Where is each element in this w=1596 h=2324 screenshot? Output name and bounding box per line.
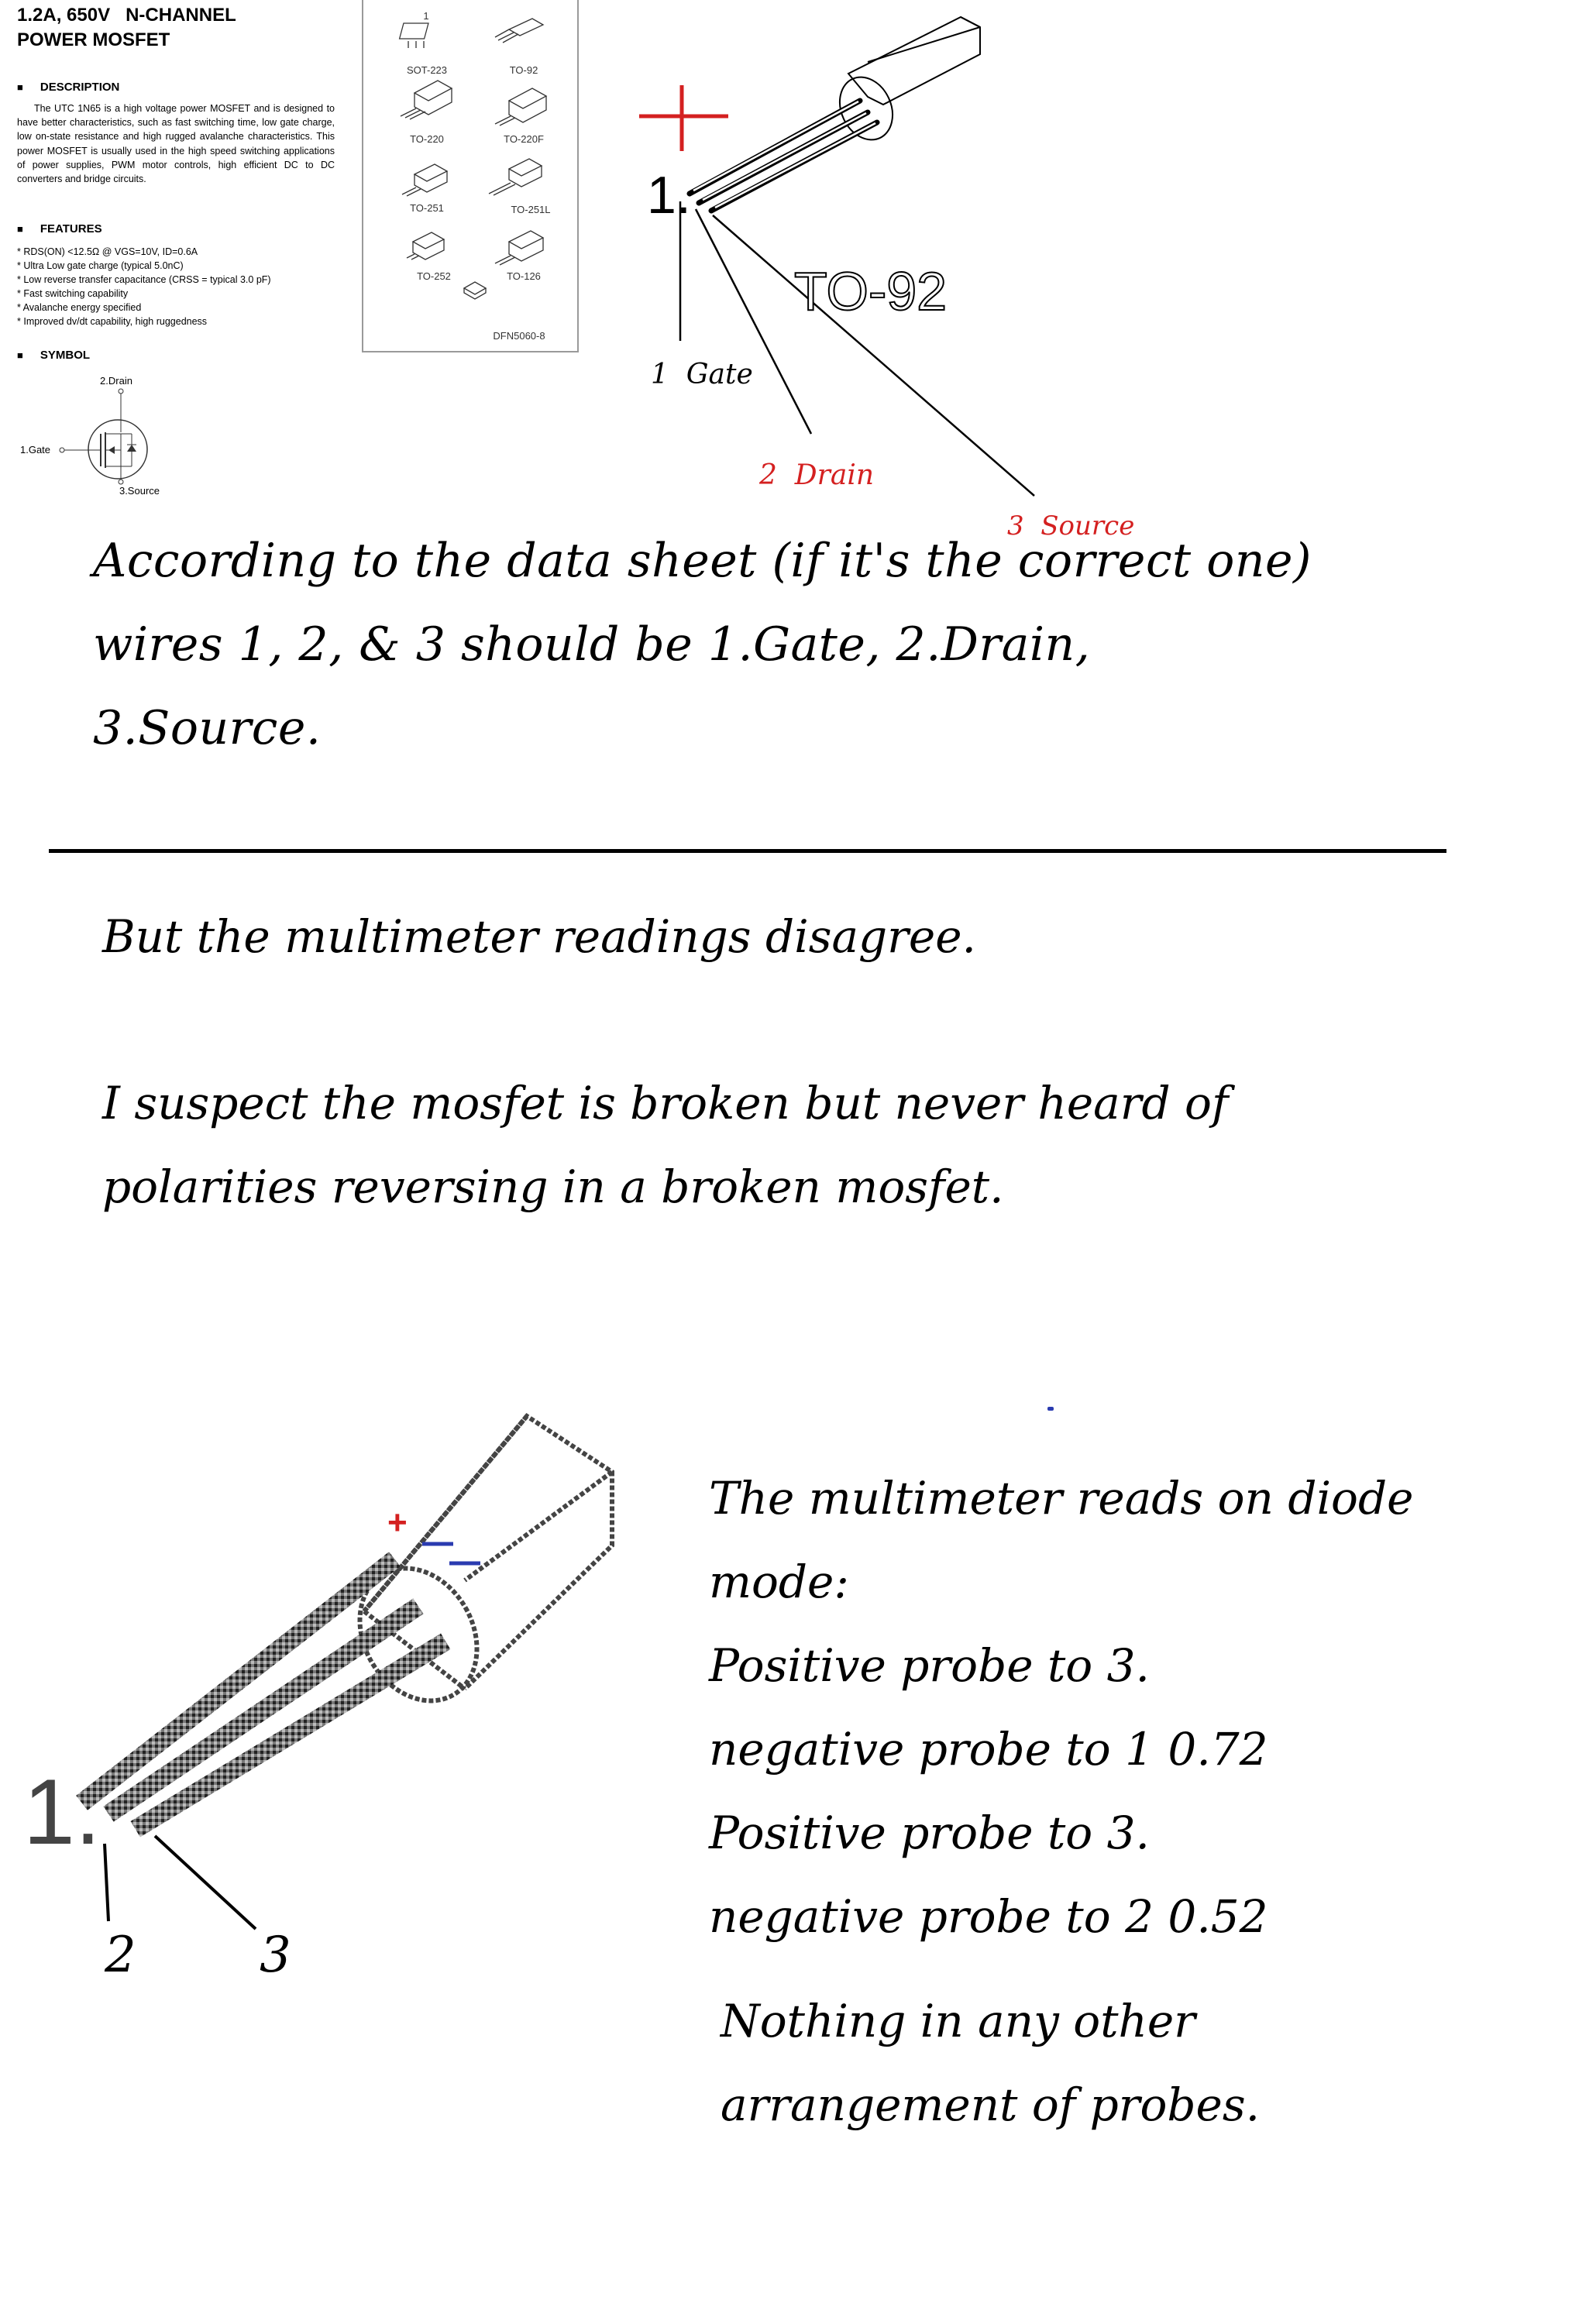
to251-package-icon xyxy=(402,164,447,196)
to92-package-label: TO-92 xyxy=(794,261,948,321)
package-label-to251l: TO-251L xyxy=(511,204,551,215)
package-label-to126: TO-126 xyxy=(507,270,541,282)
bottom-to92-diagram xyxy=(0,1379,697,1999)
symbol-heading: ■ SYMBOL xyxy=(17,349,90,362)
readings-line3: Positive probe to 3. xyxy=(709,1639,1150,1692)
package-label-to252: TO-252 xyxy=(417,270,451,282)
disagree-note: But the multimeter readings disagree. xyxy=(102,910,976,963)
drain-pin-label: 2 Drain xyxy=(759,459,875,491)
to92-pinout-diagram xyxy=(604,0,1240,542)
package-label-to92: TO-92 xyxy=(509,64,538,76)
feature-item: * Fast switching capability xyxy=(17,287,342,301)
dfn5060-package-icon xyxy=(464,282,486,299)
readings-line5: Positive probe to 3. xyxy=(709,1807,1150,1859)
package-label-dfn5060: DFN5060-8 xyxy=(493,330,545,342)
bottom-pin2-label: 2 xyxy=(105,1927,136,1984)
pin2-pointer-line xyxy=(105,1844,108,1921)
to126-package-icon xyxy=(495,231,543,265)
features-list xyxy=(17,245,342,328)
no-other-line1: Nothing in any other xyxy=(721,1995,1195,2047)
to220-package-icon xyxy=(401,81,452,119)
package-label-sot223: SOT-223 xyxy=(406,64,448,76)
feature-item: * Low reverse transfer capacitance (CRSS = typical 3.0 pF) xyxy=(17,273,342,287)
datasheet-note-line2: wires 1, 2, & 3 should be 1.Gate, 2.Drain, xyxy=(93,617,1091,672)
feature-item: * Improved dv/dt capability, high ruggedness xyxy=(17,315,342,328)
gate-pin-label: 1 Gate xyxy=(651,359,753,390)
source-pin-label: 3 Source xyxy=(1007,511,1135,541)
readings-line4: negative probe to 1 0.72 xyxy=(709,1723,1268,1776)
readings-line1: The multimeter reads on diode xyxy=(709,1472,1414,1525)
bottom-positive-mark: + xyxy=(387,1504,408,1542)
no-other-line2: arrangement of probes. xyxy=(721,2078,1261,2131)
to251l-package-icon xyxy=(489,159,542,195)
datasheet-title-line1: 1.2A, 650V N-CHANNEL xyxy=(17,5,236,26)
package-label-to251: TO-251 xyxy=(410,202,444,214)
suspect-note-line2: polarities reversing in a broken mosfet. xyxy=(102,1160,1004,1213)
symbol-source-label: 3.Source xyxy=(119,485,160,497)
package-icons xyxy=(362,0,579,352)
pin3-pointer-line xyxy=(155,1836,256,1929)
source-pointer-line xyxy=(713,215,1034,496)
symbol-gate-label: 1.Gate xyxy=(20,444,51,456)
readings-line2: mode: xyxy=(709,1556,849,1608)
datasheet-title xyxy=(17,3,236,53)
stray-dot xyxy=(1047,1407,1054,1411)
readings-line6: negative probe to 2 0.52 xyxy=(709,1890,1268,1943)
feature-item: * Avalanche energy specified xyxy=(17,301,342,315)
datasheet-title-line2: POWER MOSFET xyxy=(17,29,170,50)
pin-one-marker: 1 xyxy=(423,10,429,22)
description-text: The UTC 1N65 is a high voltage power MOSFET and is designed to have better characteristics, such as fast switching time, low gate charge, low on-state resistance and high rugged avalanche characteristics. This power MOSFET is usually used in the high speed switching applications of power supplies, PWM motor controls, high efficient DC to DC converters and bridge circuits. xyxy=(17,103,335,185)
feature-item: * RDS(ON) <12.5Ω @ VGS=10V, ID=0.6A xyxy=(17,245,342,259)
description-heading: ■ DESCRIPTION xyxy=(17,81,119,94)
bottom-pin1-marker: 1. xyxy=(23,1760,101,1864)
to92-package-icon xyxy=(495,19,543,43)
multimeter-readings xyxy=(709,1456,1413,1958)
to220f-package-icon xyxy=(495,88,546,125)
sot223-package-icon xyxy=(400,23,428,48)
to252-package-icon xyxy=(407,232,444,260)
bottom-pin3-label: 3 xyxy=(260,1927,291,1984)
no-other-readings-note xyxy=(721,1979,1260,2147)
suspect-note xyxy=(102,1061,1228,1229)
symbol-drain-label: 2.Drain xyxy=(100,375,132,387)
package-label-to220: TO-220 xyxy=(410,133,444,145)
section-divider xyxy=(49,849,1446,853)
datasheet-note-line1: According to the data sheet (if it's the correct one) xyxy=(93,534,1312,588)
mosfet-symbol xyxy=(15,372,186,500)
drain-pointer-line xyxy=(696,209,811,434)
top-pin1-marker: 1. xyxy=(647,166,691,225)
positive-probe-mark xyxy=(639,85,728,151)
feature-item: * Ultra Low gate charge (typical 5.0nC) xyxy=(17,259,342,273)
suspect-note-line1: I suspect the mosfet is broken but never heard of xyxy=(102,1077,1229,1129)
datasheet-note xyxy=(93,519,1312,770)
datasheet-note-line3: 3.Source. xyxy=(93,701,322,755)
package-label-to220f: TO-220F xyxy=(504,133,544,145)
features-heading: ■ FEATURES xyxy=(17,222,102,235)
